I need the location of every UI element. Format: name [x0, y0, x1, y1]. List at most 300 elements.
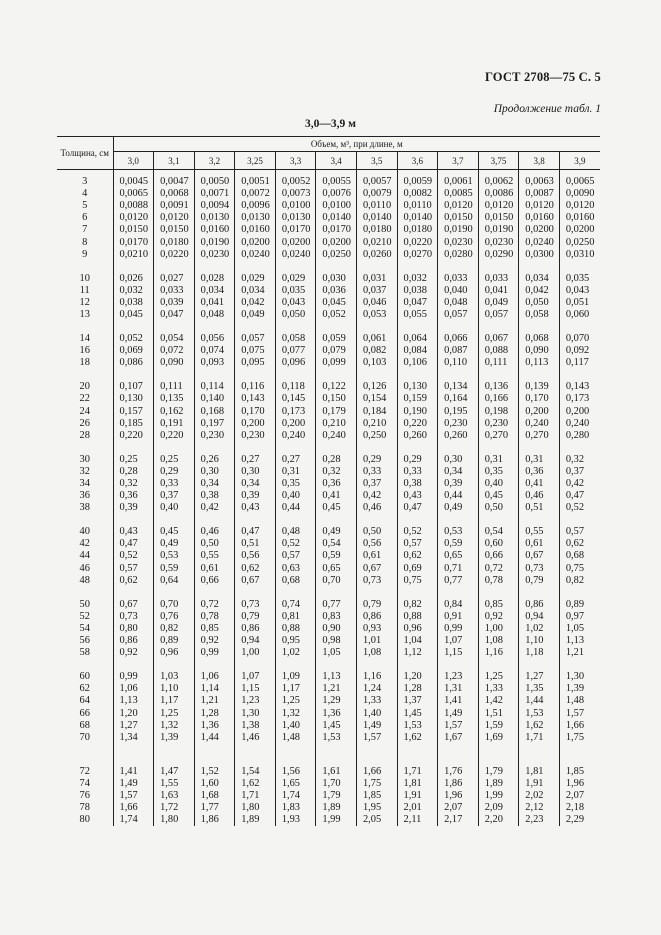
- volume-cell: 0,042: [519, 285, 560, 297]
- volume-cell: 0,048: [194, 309, 235, 321]
- volume-cell: 0,99: [194, 647, 235, 659]
- volume-cell: 0,166: [478, 393, 519, 405]
- volume-cell: 0,33: [397, 466, 438, 478]
- volume-cell: 1,20: [397, 671, 438, 683]
- volume-cell: 0,73: [519, 563, 560, 575]
- volume-cell: 1,51: [478, 707, 519, 719]
- volume-cell: 0,0160: [559, 212, 600, 224]
- volume-cell: 0,34: [438, 466, 479, 478]
- volume-cell: 1,45: [316, 720, 357, 732]
- volume-cell: 0,0130: [235, 212, 276, 224]
- volume-cell: 0,126: [356, 381, 397, 393]
- volume-cell: 1,21: [194, 695, 235, 707]
- volume-cell: 0,25: [113, 454, 154, 466]
- volume-cell: 0,45: [154, 526, 195, 538]
- volume-cell: 1,39: [559, 683, 600, 695]
- volume-cell: 0,0240: [519, 236, 560, 248]
- volume-cell: 1,45: [397, 707, 438, 719]
- volume-cell: 1,69: [478, 732, 519, 744]
- volume-cell: 2,09: [478, 802, 519, 814]
- volume-cell: 0,32: [113, 478, 154, 490]
- table-row: [57, 538, 600, 550]
- spacer-cell: [438, 659, 479, 671]
- volume-cell: 0,0052: [275, 176, 316, 188]
- volume-cell: 0,77: [438, 575, 479, 587]
- volume-cell: 0,143: [559, 381, 600, 393]
- volume-table: [57, 136, 600, 826]
- volume-cell: 0,50: [356, 526, 397, 538]
- volume-cell: 1,66: [113, 802, 154, 814]
- volume-cell: 1,80: [235, 802, 276, 814]
- volume-cell: 0,42: [356, 490, 397, 502]
- volume-cell: 0,057: [438, 309, 479, 321]
- volume-cell: 1,29: [316, 695, 357, 707]
- volume-cell: 0,27: [275, 454, 316, 466]
- spacer-cell: [275, 442, 316, 454]
- volume-cell: 0,35: [478, 466, 519, 478]
- volume-cell: 0,032: [397, 273, 438, 285]
- spacer-cell: [478, 587, 519, 599]
- thickness-cell: 34: [57, 478, 113, 490]
- volume-cell: 0,077: [275, 345, 316, 357]
- volume-cell: 1,66: [356, 766, 397, 778]
- volume-cell: 0,43: [397, 490, 438, 502]
- volume-cell: 0,51: [235, 538, 276, 550]
- volume-cell: 1,25: [478, 671, 519, 683]
- volume-cell: 0,036: [316, 285, 357, 297]
- volume-cell: 0,45: [478, 490, 519, 502]
- volume-cell: 0,0045: [113, 176, 154, 188]
- volume-cell: 0,75: [397, 575, 438, 587]
- length-header-cell: 3,0: [113, 152, 154, 170]
- volume-cell: 1,31: [438, 683, 479, 695]
- volume-cell: 0,150: [316, 393, 357, 405]
- volume-cell: 0,56: [235, 550, 276, 562]
- volume-cell: 2,23: [519, 814, 560, 826]
- table-row: [57, 249, 600, 261]
- volume-cell: 0,78: [478, 575, 519, 587]
- table-row: [57, 814, 600, 826]
- volume-cell: 0,0065: [559, 176, 600, 188]
- volume-cell: 0,99: [113, 671, 154, 683]
- volume-cell: 0,090: [154, 357, 195, 369]
- volume-cell: 0,0300: [519, 249, 560, 261]
- volume-cell: 0,082: [356, 345, 397, 357]
- volume-cell: 0,39: [235, 490, 276, 502]
- volume-cell: 2,07: [559, 790, 600, 802]
- table-row: [57, 707, 600, 719]
- thickness-cell: 58: [57, 647, 113, 659]
- volume-cell: 0,136: [478, 381, 519, 393]
- volume-cell: 0,38: [397, 478, 438, 490]
- spacer-cell: [235, 261, 276, 273]
- volume-cell: 1,32: [154, 720, 195, 732]
- spacer-cell: [235, 744, 276, 766]
- spacer-cell: [559, 514, 600, 526]
- volume-cell: 1,86: [438, 778, 479, 790]
- thickness-cell: 68: [57, 720, 113, 732]
- volume-cell: 0,76: [154, 611, 195, 623]
- volume-cell: 0,0230: [438, 236, 479, 248]
- spacer-cell: [478, 321, 519, 333]
- volume-cell: 0,57: [113, 563, 154, 575]
- volume-cell: 0,042: [235, 297, 276, 309]
- spacer-cell: [113, 321, 154, 333]
- volume-cell: 0,035: [275, 285, 316, 297]
- volume-cell: 1,23: [438, 671, 479, 683]
- table-row: [57, 563, 600, 575]
- volume-cell: 0,69: [397, 563, 438, 575]
- thickness-cell: 54: [57, 623, 113, 635]
- thickness-cell: 40: [57, 526, 113, 538]
- volume-cell: 0,75: [559, 563, 600, 575]
- volume-cell: 0,0250: [559, 236, 600, 248]
- volume-cell: 0,059: [316, 333, 357, 345]
- volume-cell: 0,230: [235, 430, 276, 442]
- volume-cell: 0,035: [559, 273, 600, 285]
- volume-cell: 1,85: [356, 790, 397, 802]
- volume-cell: 0,210: [356, 418, 397, 430]
- volume-cell: 0,67: [235, 575, 276, 587]
- volume-cell: 0,110: [438, 357, 479, 369]
- spacer-cell: [316, 659, 357, 671]
- volume-cell: 0,0079: [356, 188, 397, 200]
- volume-cell: 0,31: [478, 454, 519, 466]
- volume-cell: 1,39: [154, 732, 195, 744]
- volume-cell: 1,59: [478, 720, 519, 732]
- volume-cell: 0,27: [235, 454, 276, 466]
- volume-cell: 0,29: [154, 466, 195, 478]
- volume-cell: 0,52: [397, 526, 438, 538]
- volume-cell: 1,66: [559, 720, 600, 732]
- volume-cell: 0,0068: [154, 188, 195, 200]
- volume-cell: 0,049: [478, 297, 519, 309]
- volume-cell: 0,86: [235, 623, 276, 635]
- volume-cell: 0,49: [438, 502, 479, 514]
- spacer-cell: [559, 261, 600, 273]
- volume-cell: 0,118: [275, 381, 316, 393]
- volume-cell: 0,57: [397, 538, 438, 550]
- volume-cell: 0,0050: [194, 176, 235, 188]
- volume-cell: 0,140: [194, 393, 235, 405]
- volume-cell: 1,36: [194, 720, 235, 732]
- length-header-cell: 3,4: [316, 152, 357, 170]
- volume-cell: 1,89: [478, 778, 519, 790]
- volume-cell: 1,10: [154, 683, 195, 695]
- volume-cell: 0,68: [275, 575, 316, 587]
- volume-cell: 0,0051: [235, 176, 276, 188]
- volume-cell: 1,28: [397, 683, 438, 695]
- volume-cell: 0,79: [356, 599, 397, 611]
- volume-cell: 0,072: [154, 345, 195, 357]
- volume-cell: 1,93: [275, 814, 316, 826]
- volume-cell: 1,09: [275, 671, 316, 683]
- volume-cell: 1,27: [113, 720, 154, 732]
- volume-cell: 0,051: [559, 297, 600, 309]
- volume-cell: 1,13: [113, 695, 154, 707]
- volume-cell: 0,66: [478, 550, 519, 562]
- volume-cell: 0,44: [438, 490, 479, 502]
- volume-cell: 0,055: [397, 309, 438, 321]
- volume-cell: 0,61: [194, 563, 235, 575]
- volume-cell: 0,86: [113, 635, 154, 647]
- spacer-cell: [356, 261, 397, 273]
- volume-cell: 1,17: [275, 683, 316, 695]
- volume-cell: 0,62: [235, 563, 276, 575]
- table-continuation-note: Продолжение табл. 1: [493, 103, 601, 115]
- volume-cell: 1,44: [194, 732, 235, 744]
- volume-cell: 0,107: [113, 381, 154, 393]
- volume-cell: 0,0110: [397, 200, 438, 212]
- volume-cell: 1,76: [438, 766, 479, 778]
- volume-cell: 0,41: [519, 478, 560, 490]
- volume-cell: 0,26: [194, 454, 235, 466]
- thickness-cell: 7: [57, 224, 113, 236]
- volume-cell: 0,058: [519, 309, 560, 321]
- volume-cell: 0,0073: [275, 188, 316, 200]
- volume-cell: 0,0087: [519, 188, 560, 200]
- spacer-cell: [316, 369, 357, 381]
- volume-cell: 0,230: [438, 418, 479, 430]
- volume-cell: 0,0088: [113, 200, 154, 212]
- volume-cell: 0,0061: [438, 176, 479, 188]
- volume-cell: 1,35: [519, 683, 560, 695]
- spacer-cell: [235, 514, 276, 526]
- thickness-cell: 22: [57, 393, 113, 405]
- volume-cell: 1,46: [235, 732, 276, 744]
- group-spacer: [57, 261, 600, 273]
- volume-cell: 1,27: [519, 671, 560, 683]
- spacer-cell: [397, 659, 438, 671]
- spacer-cell: [316, 321, 357, 333]
- volume-cell: 0,79: [519, 575, 560, 587]
- volume-cell: 0,0100: [275, 200, 316, 212]
- spacer-cell: [275, 321, 316, 333]
- volume-cell: 0,032: [113, 285, 154, 297]
- spacer-cell: [154, 587, 195, 599]
- volume-cell: 0,173: [275, 406, 316, 418]
- volume-cell: 0,0120: [519, 200, 560, 212]
- volume-cell: 1,18: [519, 647, 560, 659]
- volume-cell: 0,98: [316, 635, 357, 647]
- volume-cell: 0,88: [397, 611, 438, 623]
- group-spacer: [57, 321, 600, 333]
- thickness-cell: 26: [57, 418, 113, 430]
- volume-table-container: [57, 136, 600, 826]
- spacer-cell: [113, 369, 154, 381]
- volume-cell: 0,130: [397, 381, 438, 393]
- volume-cell: 0,220: [113, 430, 154, 442]
- volume-cell: 0,0047: [154, 176, 195, 188]
- volume-cell: 0,260: [397, 430, 438, 442]
- volume-cell: 2,05: [356, 814, 397, 826]
- table-row: [57, 575, 600, 587]
- volume-cell: 1,57: [356, 732, 397, 744]
- volume-cell: 1,28: [194, 707, 235, 719]
- thickness-cell: 13: [57, 309, 113, 321]
- volume-cell: 1,67: [438, 732, 479, 744]
- volume-cell: 0,197: [194, 418, 235, 430]
- volume-cell: 2,02: [519, 790, 560, 802]
- volume-cell: 1,74: [275, 790, 316, 802]
- thickness-cell: 32: [57, 466, 113, 478]
- volume-cell: 0,0200: [275, 236, 316, 248]
- spacer-cell: [235, 321, 276, 333]
- length-header-cell: 3,6: [397, 152, 438, 170]
- volume-cell: 0,037: [356, 285, 397, 297]
- spacer-cell: [519, 744, 560, 766]
- volume-cell: 0,41: [316, 490, 357, 502]
- table-row: [57, 200, 600, 212]
- volume-cell: 0,031: [356, 273, 397, 285]
- volume-cell: 0,30: [438, 454, 479, 466]
- volume-cell: 0,079: [316, 345, 357, 357]
- volume-cell: 1,33: [356, 695, 397, 707]
- spacer-cell: [194, 514, 235, 526]
- spacer-cell: [397, 514, 438, 526]
- volume-cell: 0,086: [113, 357, 154, 369]
- table-row: [57, 720, 600, 732]
- volume-cell: 0,048: [438, 297, 479, 309]
- volume-cell: 0,0140: [356, 212, 397, 224]
- volume-cell: 0,99: [438, 623, 479, 635]
- volume-cell: 0,57: [275, 550, 316, 562]
- volume-cell: 1,86: [194, 814, 235, 826]
- thickness-cell: 6: [57, 212, 113, 224]
- volume-cell: 0,033: [438, 273, 479, 285]
- volume-cell: 0,135: [154, 393, 195, 405]
- volume-cell: 0,49: [154, 538, 195, 550]
- spacer-cell: [235, 587, 276, 599]
- volume-cell: 0,32: [316, 466, 357, 478]
- volume-cell: 0,40: [478, 478, 519, 490]
- volume-cell: 0,084: [397, 345, 438, 357]
- volume-cell: 1,04: [397, 635, 438, 647]
- volume-cell: 0,0180: [397, 224, 438, 236]
- table-row: [57, 212, 600, 224]
- volume-cell: 0,65: [438, 550, 479, 562]
- table-row: [57, 345, 600, 357]
- length-header-cell: 3,7: [438, 152, 479, 170]
- volume-cell: 0,43: [235, 502, 276, 514]
- volume-cell: 1,03: [154, 671, 195, 683]
- thickness-cell: 78: [57, 802, 113, 814]
- spacer-cell: [194, 587, 235, 599]
- spacer-cell: [559, 442, 600, 454]
- volume-cell: 1,75: [559, 732, 600, 744]
- thickness-cell: 28: [57, 430, 113, 442]
- spacer-cell: [194, 369, 235, 381]
- spacer-cell: [519, 321, 560, 333]
- volume-cell: 1,44: [519, 695, 560, 707]
- volume-cell: 1,95: [356, 802, 397, 814]
- spacer-cell: [57, 587, 113, 599]
- volume-cell: 0,51: [519, 502, 560, 514]
- spacer-cell: [57, 261, 113, 273]
- volume-cell: 1,30: [559, 671, 600, 683]
- volume-cell: 1,49: [113, 778, 154, 790]
- volume-cell: 0,168: [194, 406, 235, 418]
- volume-cell: 1,53: [397, 720, 438, 732]
- thickness-cell: 38: [57, 502, 113, 514]
- thickness-cell: 74: [57, 778, 113, 790]
- volume-cell: 0,145: [275, 393, 316, 405]
- volume-cell: 0,32: [559, 454, 600, 466]
- volume-cell: 0,39: [113, 502, 154, 514]
- volume-cell: 0,030: [316, 273, 357, 285]
- table-row: [57, 599, 600, 611]
- volume-cell: 0,66: [194, 575, 235, 587]
- volume-cell: 0,28: [113, 466, 154, 478]
- length-header-cell: 3,1: [154, 152, 195, 170]
- spacer-cell: [438, 321, 479, 333]
- volume-cell: 1,71: [235, 790, 276, 802]
- volume-cell: 0,37: [154, 490, 195, 502]
- volume-cell: 0,86: [356, 611, 397, 623]
- spacer-cell: [519, 442, 560, 454]
- volume-cell: 1,00: [235, 647, 276, 659]
- volume-cell: 0,85: [478, 599, 519, 611]
- spacer-cell: [113, 587, 154, 599]
- volume-cell: 1,99: [316, 814, 357, 826]
- volume-cell: 1,47: [154, 766, 195, 778]
- volume-cell: 1,62: [519, 720, 560, 732]
- volume-cell: 0,0120: [559, 200, 600, 212]
- volume-cell: 0,0310: [559, 249, 600, 261]
- volume-cell: 0,0210: [113, 249, 154, 261]
- volume-cell: 1,01: [356, 635, 397, 647]
- spacer-cell: [356, 321, 397, 333]
- volume-cell: 0,230: [478, 418, 519, 430]
- spacer-cell: [57, 744, 113, 766]
- length-header-cell: 3,2: [194, 152, 235, 170]
- spacer-cell: [478, 261, 519, 273]
- volume-cell: 0,096: [275, 357, 316, 369]
- volume-cell: 0,54: [316, 538, 357, 550]
- volume-cell: 0,058: [275, 333, 316, 345]
- volume-cell: 0,0230: [478, 236, 519, 248]
- table-row: [57, 611, 600, 623]
- volume-cell: 0,033: [154, 285, 195, 297]
- group-spacer: [57, 587, 600, 599]
- volume-cell: 0,48: [275, 526, 316, 538]
- spacer-cell: [275, 514, 316, 526]
- volume-cell: 0,0170: [316, 224, 357, 236]
- volume-cell: 0,70: [154, 599, 195, 611]
- volume-cell: 1,30: [235, 707, 276, 719]
- volume-cell: 0,73: [235, 599, 276, 611]
- volume-cell: 0,0071: [194, 188, 235, 200]
- volume-cell: 0,270: [519, 430, 560, 442]
- volume-cell: 0,92: [194, 635, 235, 647]
- volume-cell: 0,0220: [397, 236, 438, 248]
- volume-cell: 1,14: [194, 683, 235, 695]
- volume-cell: 1,21: [559, 647, 600, 659]
- thickness-cell: 60: [57, 671, 113, 683]
- volume-cell: 1,62: [235, 778, 276, 790]
- volume-cell: 0,35: [275, 478, 316, 490]
- spacer-cell: [275, 587, 316, 599]
- volume-cell: 0,050: [519, 297, 560, 309]
- volume-cell: 1,10: [519, 635, 560, 647]
- group-spacer: [57, 744, 600, 766]
- volume-cell: 0,47: [113, 538, 154, 550]
- spacer-cell: [316, 442, 357, 454]
- volume-cell: 1,89: [235, 814, 276, 826]
- volume-cell: 0,0055: [316, 176, 357, 188]
- volume-cell: 0,67: [356, 563, 397, 575]
- volume-cell: 0,200: [519, 406, 560, 418]
